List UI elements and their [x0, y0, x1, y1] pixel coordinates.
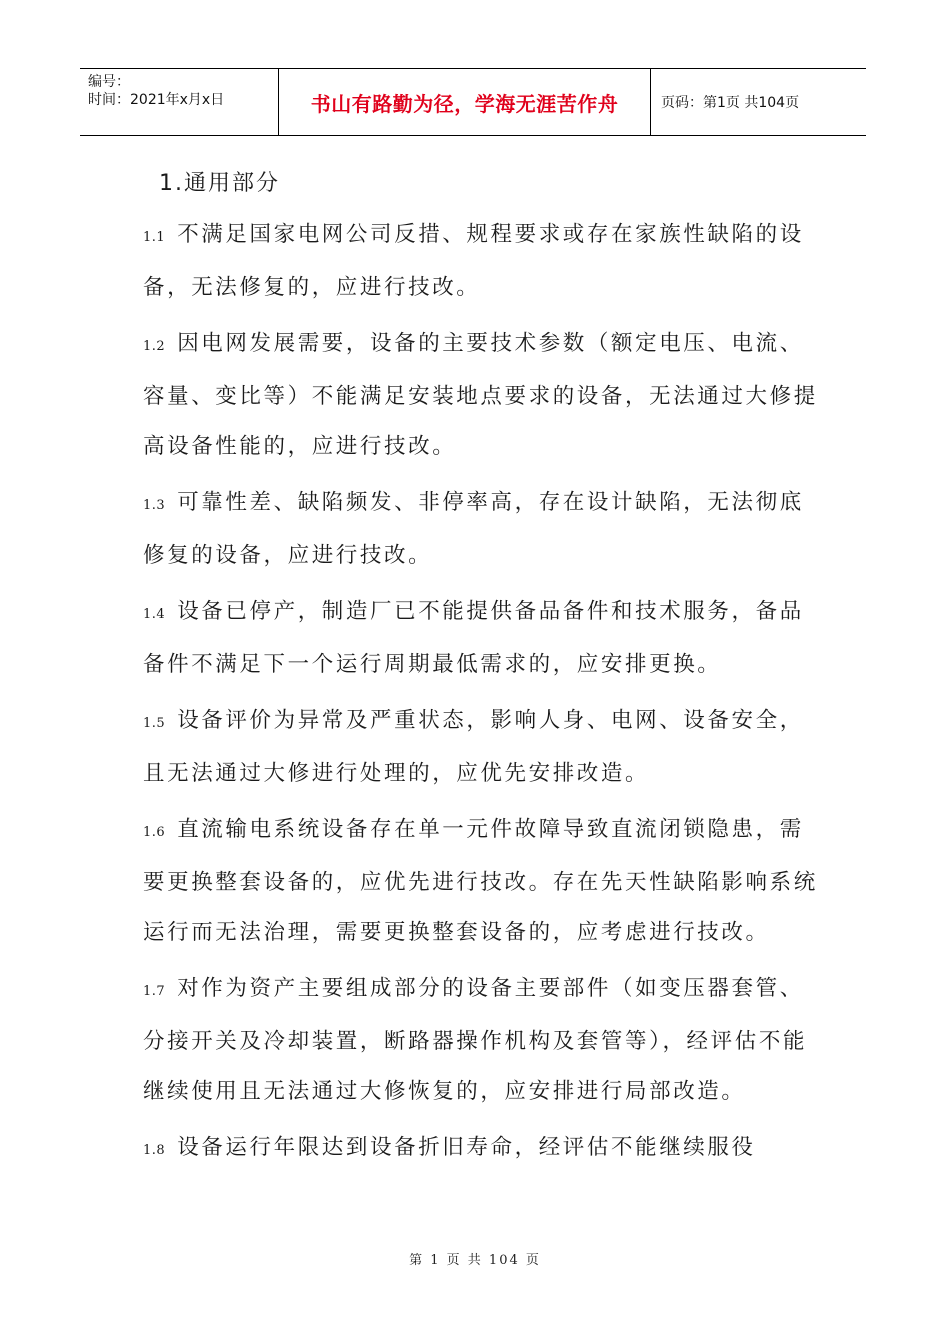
header-page-info: 页码：第1页 共104页 — [661, 95, 800, 111]
page-footer: 第 1 页 共 104 页 — [409, 1253, 541, 1268]
section-title-number: 1. — [159, 171, 184, 196]
paragraph-1-5 — [143, 696, 823, 799]
page-header — [80, 68, 866, 136]
paragraph-1-4 — [143, 587, 823, 690]
document-number-label: 编号： — [88, 74, 130, 90]
paragraph-1-3 — [143, 478, 823, 581]
document-body — [143, 164, 823, 1176]
paragraph-1-6 — [143, 805, 823, 958]
paragraph-text: 设备运行年限达到设备折旧寿命，经评估不能继续服役 — [177, 1135, 756, 1160]
paragraph-number: 1.1 — [143, 230, 166, 245]
paragraph-1-7 — [143, 964, 823, 1117]
paragraph-1-1 — [143, 210, 823, 313]
section-title — [159, 164, 823, 204]
paragraph-number: 1.8 — [143, 1143, 166, 1158]
paragraph-number: 1.6 — [143, 825, 166, 840]
header-meta — [80, 69, 279, 135]
paragraph-1-2 — [143, 319, 823, 472]
header-motto: 书山有路勤为径，学海无涯苦作舟 — [279, 69, 651, 135]
paragraph-number: 1.2 — [143, 339, 166, 354]
document-time-label: 时间：2021年x月x日 — [88, 92, 225, 108]
paragraph-text: 对作为资产主要组成部分的设备主要部件（如变压器套管、分接开关及冷却装置，断路器操作机构及套管等），经评估不能继续使用且无法通过大修恢复的，应安排进行局部改造。 — [143, 976, 808, 1104]
paragraph-number: 1.7 — [143, 984, 166, 999]
paragraph-number: 1.5 — [143, 716, 166, 731]
paragraph-text: 可靠性差、缺陷频发、非停率高，存在设计缺陷，无法彻底修复的设备，应进行技改。 — [143, 490, 804, 568]
section-title-text: 通用部分 — [184, 171, 281, 196]
paragraph-number: 1.3 — [143, 498, 166, 513]
paragraph-text: 直流输电系统设备存在单一元件故障导致直流闭锁隐患，需要更换整套设备的，应优先进行技改。存在先天性缺陷影响系统运行而无法治理，需要更换整套设备的，应考虑进行技改。 — [143, 817, 818, 945]
paragraph-text: 设备评价为异常及严重状态，影响人身、电网、设备安全，且无法通过大修进行处理的，应优先安排改造。 — [143, 708, 804, 786]
paragraph-1-8 — [143, 1123, 823, 1176]
paragraph-text: 设备已停产，制造厂已不能提供备品备件和技术服务，备品备件不满足下一个运行周期最低需求的，应安排更换。 — [143, 599, 804, 677]
paragraph-number: 1.4 — [143, 607, 166, 622]
paragraph-text: 不满足国家电网公司反措、规程要求或存在家族性缺陷的设备，无法修复的，应进行技改。 — [143, 222, 804, 300]
paragraph-text: 因电网发展需要，设备的主要技术参数（额定电压、电流、容量、变比等）不能满足安装地点要求的设备，无法通过大修提高设备性能的，应进行技改。 — [143, 331, 818, 459]
